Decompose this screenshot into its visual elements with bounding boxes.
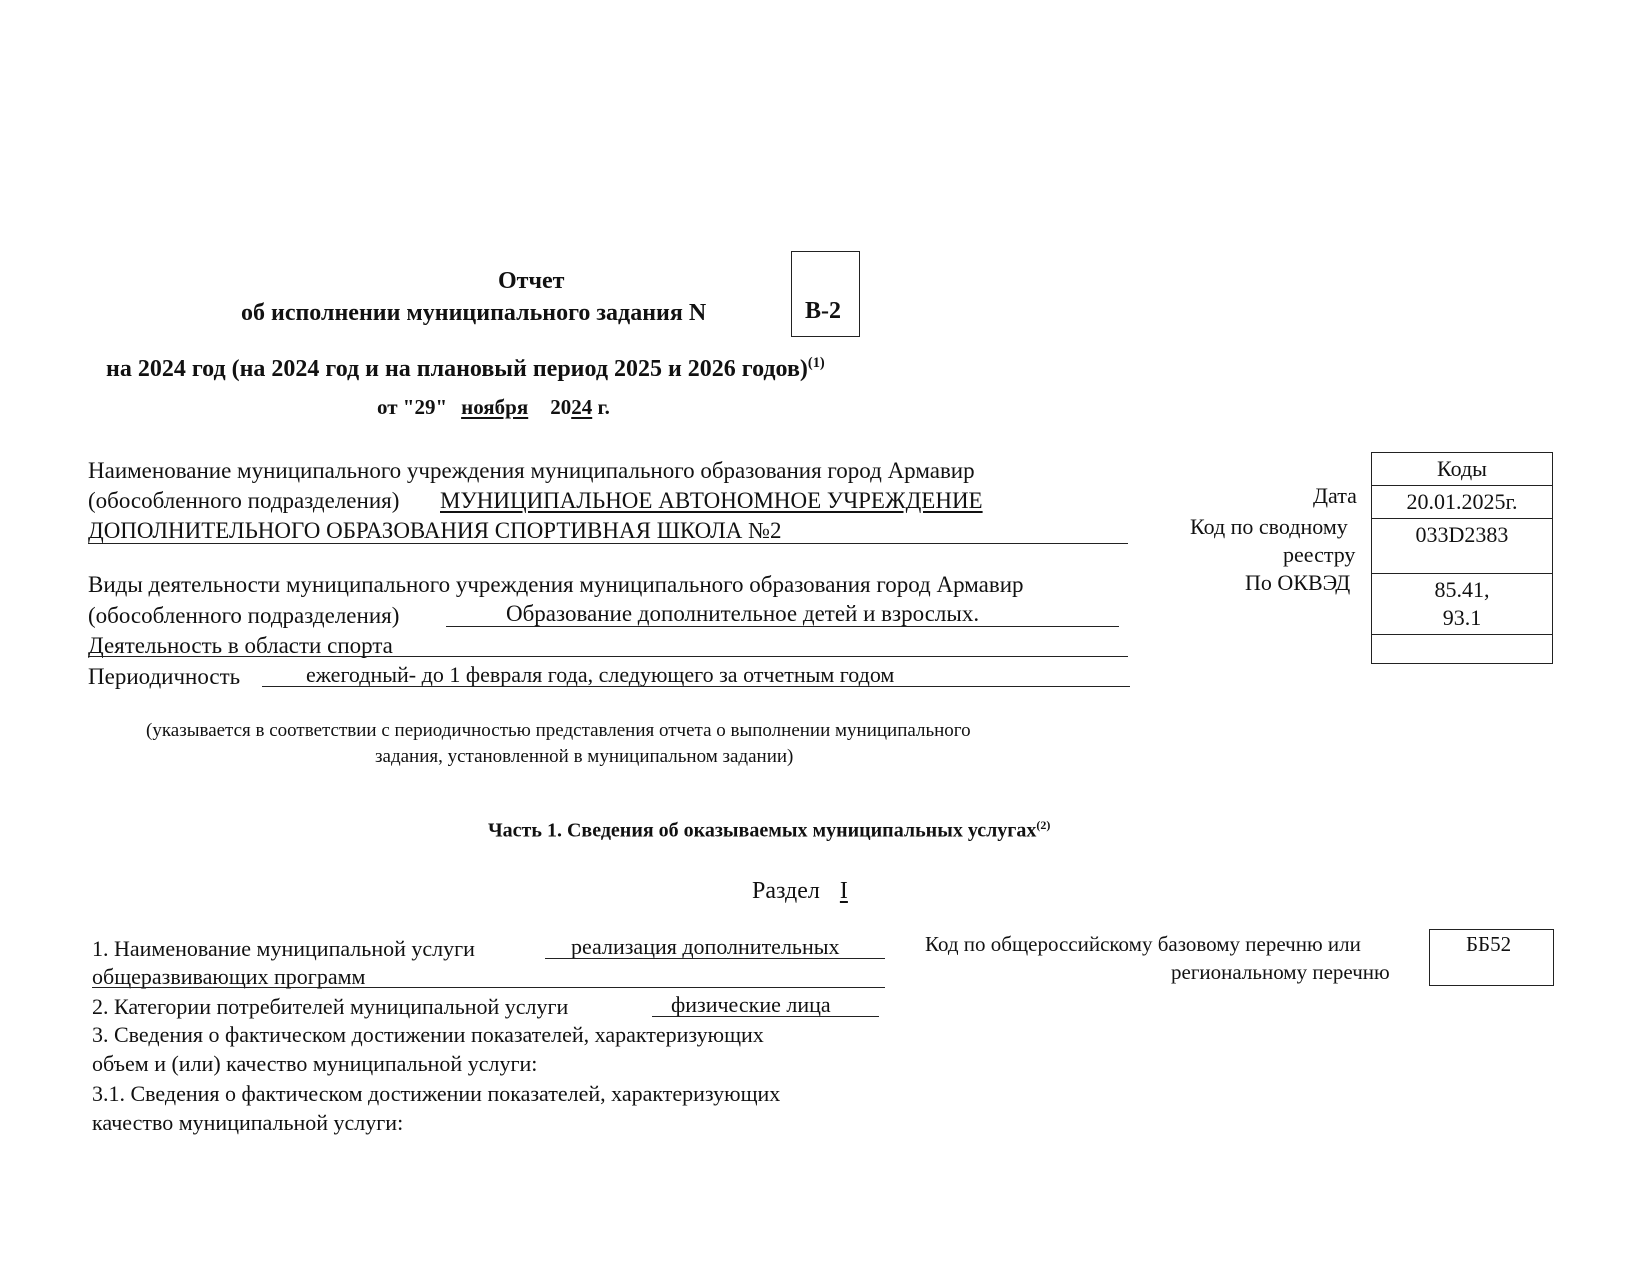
codes-okved-value: 85.41, 93.1 bbox=[1372, 574, 1553, 635]
base-list-label: Код по общероссийскому базовому перечню или bbox=[925, 932, 1361, 956]
section-heading: Раздел I bbox=[752, 878, 864, 905]
periodicity-label: Периодичность bbox=[88, 664, 241, 689]
codes-registry-label-2: реестру bbox=[1283, 542, 1356, 567]
activities-underline-2 bbox=[88, 656, 1128, 657]
activities-value-line1: Образование дополнительное детей и взрослых. bbox=[506, 601, 980, 626]
service-name-value-1: реализация дополнительных bbox=[571, 934, 840, 959]
report-date-year: 24 bbox=[571, 395, 593, 419]
part1-title: Часть 1. Сведения об оказываемых муниципальных услугах$^{(2)}$ bbox=[488, 818, 1051, 842]
report-subtitle: об исполнении муниципального задания N bbox=[241, 300, 707, 326]
codes-registry-label: Код по сводному bbox=[1190, 514, 1348, 539]
report-title: Отчет bbox=[498, 268, 565, 294]
base-list-label-2: региональному перечню bbox=[1171, 960, 1390, 984]
consumer-category-underline bbox=[652, 1016, 879, 1017]
part1-footnote: (2) bbox=[1036, 818, 1051, 832]
item3-line1: 3. Сведения о фактическом достижении показателей, характеризующих bbox=[92, 1022, 764, 1047]
codes-okved-label: По ОКВЭД bbox=[1245, 570, 1351, 595]
item3-line2: объем и (или) качество муниципальной услуги: bbox=[92, 1051, 538, 1076]
periodicity-note-line1: (указывается в соответствии с периодичностью представления отчета о выполнении муниципального bbox=[146, 720, 971, 741]
institution-name-line2: ДОПОЛНИТЕЛЬНОГО ОБРАЗОВАНИЯ СПОРТИВНАЯ ШКОЛА №2 bbox=[88, 518, 782, 543]
consumer-category-label: 2. Категории потребителей муниципальной услуги bbox=[92, 994, 569, 1019]
service-name-underline-1 bbox=[545, 958, 885, 959]
service-name-value-2: общеразвивающих программ bbox=[92, 964, 366, 989]
item31-line2: качество муниципальной услуги: bbox=[92, 1110, 404, 1135]
periodicity-note-line2: задания, установленной в муниципальном задании) bbox=[375, 746, 794, 767]
period-footnote: (1) bbox=[807, 355, 825, 371]
periodicity-underline bbox=[262, 686, 1130, 687]
consumer-category-value: физические лица bbox=[671, 992, 831, 1017]
base-list-code: ББ52 bbox=[1466, 932, 1512, 956]
codes-registry-value: 033D2383 bbox=[1372, 519, 1553, 574]
institution-name-line1: МУНИЦИПАЛЬНОЕ АВТОНОМНОЕ УЧРЕЖДЕНИЕ bbox=[440, 488, 983, 513]
activities-label-2: (обособленного подразделения) bbox=[88, 603, 400, 628]
codes-table bbox=[1371, 452, 1553, 664]
institution-name-underline bbox=[88, 543, 1128, 544]
codes-date-label: Дата bbox=[1313, 483, 1357, 508]
activities-label: Виды деятельности муниципального учреждения муниципального образования город Армавир bbox=[88, 572, 1024, 597]
service-name-label: 1. Наименование муниципальной услуги bbox=[92, 936, 475, 961]
activities-underline-1 bbox=[446, 626, 1119, 627]
codes-date-value: 20.01.2025г. bbox=[1372, 486, 1553, 519]
report-period: на 2024 год (на 2024 год и на плановый период 2025 и 2026 годов)$^{(1)}$ bbox=[106, 355, 825, 382]
periodicity-value: ежегодный- до 1 февраля года, следующего за отчетным годом bbox=[306, 662, 895, 687]
institution-label-2: (обособленного подразделения) bbox=[88, 488, 400, 513]
report-date-month: ноября bbox=[461, 395, 529, 419]
codes-header: Коды bbox=[1372, 453, 1553, 486]
report-date: от "29" ноября 2024 г. bbox=[377, 395, 610, 419]
section-number: I bbox=[839, 878, 848, 904]
activities-value-line2: Деятельность в области спорта bbox=[88, 633, 393, 658]
service-name-underline-2 bbox=[92, 987, 885, 988]
item31-line1: 3.1. Сведения о фактическом достижении показателей, характеризующих bbox=[92, 1081, 781, 1106]
institution-label: Наименование муниципального учреждения муниципального образования город Армавир bbox=[88, 458, 975, 483]
report-number: В-2 bbox=[805, 298, 841, 324]
codes-empty-cell bbox=[1372, 635, 1553, 664]
